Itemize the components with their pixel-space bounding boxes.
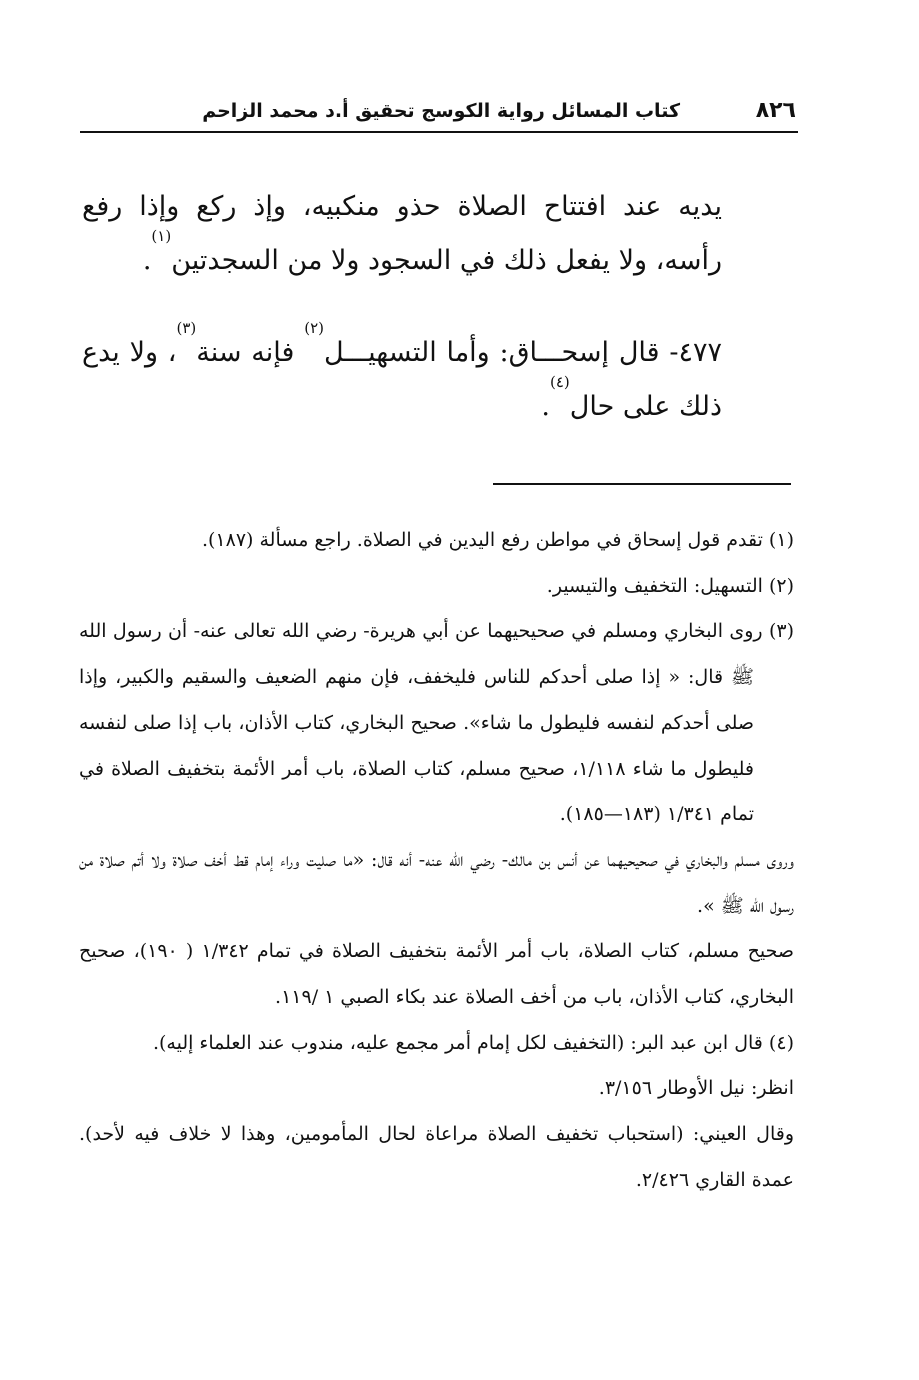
- main-paragraph-continuation: [82, 180, 722, 288]
- footnote-3: (٣) روى البخاري ومسلم في صحيحيهما عن أبي هريرة- رضي الله تعالى عنه- أن رسول الله ﷺ قال: « إذا صلى أحدكم للناس فليخفف، فإن منهم الضعيف والسقيم والكبير، وإذا صلى أحدكم لنفسه فليطول ما شاء». صحيح البخاري، كتاب الأذان، باب إذا صلى لنفسه فليطول ما شاء ١/١١٨، صحيح مسلم، كتاب الصلاة، باب أمر الأئمة بتخفيف الصلاة في تمام ١/٣٤١ (١٨٣—١٨٥).: [79, 620, 794, 826]
- issue-477: [82, 319, 722, 434]
- footnote-ref: (٢): [304, 319, 324, 337]
- punctuation: .: [142, 245, 152, 276]
- running-title: كتاب المسائل رواية الكوسج تحقيق أ.د محمد الزاحم: [202, 100, 680, 122]
- paragraph-text: ، ولا يدع ذلك على حال: [82, 337, 722, 422]
- header-rule: [80, 131, 798, 133]
- footnote-ref: (١): [151, 227, 172, 245]
- punctuation: .: [541, 391, 550, 422]
- footnote-ref: (٣): [176, 319, 197, 337]
- main-text: [82, 180, 722, 434]
- footnote-1: (١) تقدم قول إسحاق في مواطن رفع اليدين في الصلاة. راجع مسألة (١٨٧).: [201, 529, 794, 551]
- footnote-4: (٤) قال ابن عبد البر: (التخفيف لكل إمام أمر مجمع عليه، مندوب عند العلماء إليه).: [152, 1031, 794, 1054]
- paragraph-text: ٤٧٧- قال إسحـــاق: وأما التسهيـــل: [323, 337, 722, 368]
- paragraph-text: فإنه سنة: [196, 337, 305, 368]
- footnote-ref: (٤): [549, 373, 570, 391]
- page-number: ٨٢٦: [755, 98, 796, 123]
- paragraph-text: يديه عند افتتاح الصلاة حذو منكبيه، وإذ ركع وإذا رفع رأسه، ولا يفعل ذلك في السجود ولا من السجدتين: [82, 191, 722, 276]
- footnote-4-continuation: انظر: نيل الأوطار ٣/١٥٦.: [598, 1077, 794, 1100]
- footnotes: [79, 518, 794, 1204]
- footnote-3-continuation: صحيح مسلم، كتاب الصلاة، باب أمر الأئمة بتخفيف الصلاة في تمام ١/٣٤٢ ( ١٩٠)، صحيح البخاري، كتاب الأذان، باب من أخف الصلاة عند بكاء الصبي ١ /١١٩.: [79, 940, 795, 1009]
- footnote-3-continuation: وروى مسلم والبخاري في صحيحيهما عن أنس بن مالك- رضي الله عنه- أنه قال: «ما صليت وراء إمام قط أخف صلاة ولا أتم صلاة من رسول الله ﷺ ».: [79, 848, 794, 917]
- footnote-separator: [493, 483, 791, 485]
- running-header: [80, 95, 798, 127]
- footnote-4-continuation: وقال العيني: (استحباب تخفيف الصلاة مراعاة لحال المأمومين، وهذا لا خلاف فيه لأحد). عمدة القاري ٢/٤٢٦.: [79, 1123, 794, 1191]
- footnote-2: (٢) التسهيل: التخفيف والتيسير.: [546, 574, 794, 597]
